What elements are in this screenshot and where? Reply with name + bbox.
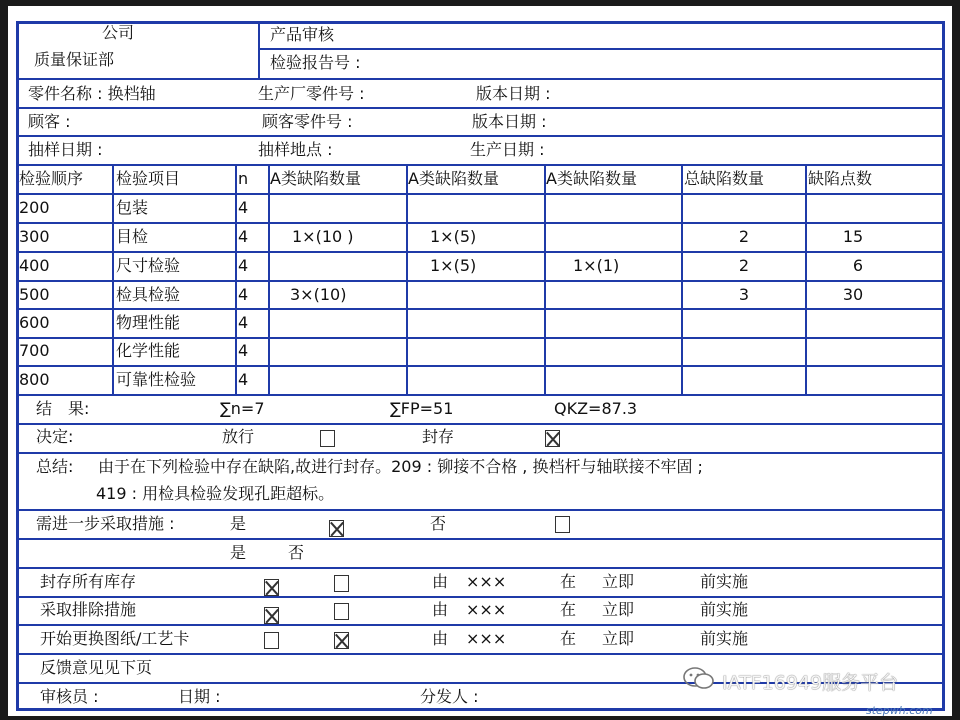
grid-line: [258, 48, 944, 50]
table-cell: 700: [19, 341, 50, 360]
no-column-header: 否: [288, 543, 305, 562]
grid-line: [805, 164, 807, 395]
action-at: 在: [560, 629, 577, 648]
action-no-checkbox[interactable]: [334, 632, 349, 649]
grid-line: [18, 653, 944, 655]
table-cell: 包装: [116, 198, 149, 217]
action-before: 前实施: [700, 600, 749, 619]
customer-label: 顾客 :: [28, 112, 71, 131]
table-cell: 4: [238, 227, 249, 246]
summary-text-line-1: 由于在下列检验中存在缺陷,故进行封存。209 : 铆接不合格 , 换档杆与轴联接不牢固 ;: [98, 457, 703, 476]
qkz-value: QKZ=87.3: [554, 399, 638, 418]
table-cell: 4: [238, 285, 249, 304]
action-no-checkbox[interactable]: [334, 603, 349, 620]
company-label: 公司: [102, 23, 135, 42]
table-cell: 检具检验: [116, 285, 181, 304]
watermark-text: IATF16949服务平台: [722, 672, 899, 694]
date-label: 日期 :: [178, 687, 221, 706]
table-cell: 1×(1): [573, 256, 620, 275]
action-responsible: ×××: [466, 572, 507, 591]
grid-line: [235, 164, 237, 395]
result-label: 结 果:: [36, 399, 90, 418]
table-cell: 1×(5): [430, 256, 477, 275]
table-cell: 4: [238, 256, 249, 275]
action-yes-checkbox[interactable]: [264, 607, 279, 624]
grid-line: [18, 21, 944, 24]
action-yes-checkbox[interactable]: [264, 632, 279, 649]
version-date-label: 版本日期 :: [472, 112, 547, 131]
further-yes-checkbox[interactable]: [329, 520, 344, 537]
decision-label: 决定:: [36, 427, 74, 446]
grid-line: [18, 624, 944, 626]
table-cell: 可靠性检验: [116, 370, 197, 389]
grid-line: [681, 164, 683, 395]
table-cell: 6: [852, 256, 864, 275]
sampling-place-label: 抽样地点 :: [258, 140, 333, 159]
reviewer-label: 审核员 :: [40, 687, 99, 706]
yes-column-header: 是: [230, 543, 247, 562]
table-cell: 4: [238, 341, 249, 360]
production-date-label: 生产日期 :: [470, 140, 545, 159]
table-cell: 目检: [116, 227, 149, 246]
table-cell: 1×(5): [430, 227, 477, 246]
grid-line: [18, 107, 944, 109]
table-cell: 500: [19, 285, 50, 304]
site-watermark: stepwh.com: [866, 704, 933, 717]
yes-label: 是: [230, 514, 247, 533]
column-header: n: [238, 169, 249, 188]
action-responsible: ×××: [466, 600, 507, 619]
report-number-label: 检验报告号 :: [270, 53, 361, 72]
table-cell: 1×(10 ): [292, 227, 354, 246]
action-label: 开始更换图纸/工艺卡: [40, 629, 190, 648]
audit-title: 产品审核: [270, 25, 335, 44]
action-when: 立即: [602, 600, 635, 619]
table-cell: 4: [238, 313, 249, 332]
column-header: A类缺陷数量: [546, 169, 637, 188]
action-by: 由: [432, 629, 449, 648]
grid-line: [18, 596, 944, 598]
action-label: 封存所有库存: [40, 572, 137, 591]
action-by: 由: [432, 600, 449, 619]
maker-part-number-label: 生产厂零件号 :: [258, 84, 365, 103]
grid-line: [942, 21, 945, 711]
action-when: 立即: [602, 572, 635, 591]
distributor-label: 分发人 :: [420, 687, 479, 706]
inspection-report-form: [8, 6, 952, 716]
sampling-date-label: 抽样日期 :: [28, 140, 103, 159]
table-cell: 4: [238, 370, 249, 389]
grid-line: [16, 21, 19, 711]
department-label: 质量保证部: [34, 50, 115, 69]
grid-line: [18, 452, 944, 454]
table-cell: 15: [842, 227, 864, 246]
wechat-icon: [682, 666, 716, 690]
grid-line: [18, 567, 944, 569]
action-no-checkbox[interactable]: [334, 575, 349, 592]
grid-line: [258, 21, 260, 79]
table-cell: 4: [238, 198, 249, 217]
action-before: 前实施: [700, 629, 749, 648]
sum-n-value: ∑n=7: [220, 399, 265, 418]
part-name-label: 零件名称 : 换档轴: [28, 84, 156, 103]
table-cell: 化学性能: [116, 341, 181, 360]
grid-line: [18, 538, 944, 540]
further-measures-label: 需进一步采取措施 :: [36, 514, 175, 533]
table-cell: 2: [738, 256, 750, 275]
grid-line: [544, 164, 546, 395]
grid-line: [18, 423, 944, 425]
table-cell: 600: [19, 313, 50, 332]
column-header: A类缺陷数量: [270, 169, 361, 188]
table-cell: 400: [19, 256, 50, 275]
action-label: 采取排除措施: [40, 600, 137, 619]
column-header: 总缺陷数量: [684, 169, 765, 188]
seal-label: 封存: [422, 427, 455, 446]
action-before: 前实施: [700, 572, 749, 591]
table-cell: 3×(10): [290, 285, 347, 304]
table-cell: 800: [19, 370, 50, 389]
action-responsible: ×××: [466, 629, 507, 648]
action-yes-checkbox[interactable]: [264, 579, 279, 596]
summary-text-line-2: 419 : 用检具检验发现孔距超标。: [96, 484, 335, 503]
table-cell: 尺寸检验: [116, 256, 181, 275]
customer-part-number-label: 顾客零件号 :: [262, 112, 353, 131]
grid-line: [112, 164, 114, 395]
column-header: A类缺陷数量: [408, 169, 499, 188]
grid-line: [18, 135, 944, 137]
further-no-checkbox[interactable]: [555, 516, 570, 533]
sum-fp-value: ∑FP=51: [390, 399, 454, 418]
column-header: 检验顺序: [19, 169, 84, 188]
action-by: 由: [432, 572, 449, 591]
column-header: 缺陷点数: [808, 169, 873, 188]
seal-checkbox[interactable]: [545, 430, 560, 447]
no-label: 否: [430, 514, 447, 533]
column-header: 检验项目: [116, 169, 181, 188]
release-label: 放行: [222, 427, 255, 446]
table-cell: 200: [19, 198, 50, 217]
table-cell: 2: [738, 227, 750, 246]
summary-label: 总结:: [36, 457, 74, 476]
action-when: 立即: [602, 629, 635, 648]
table-cell: 300: [19, 227, 50, 246]
grid-line: [18, 708, 944, 711]
grid-line: [268, 164, 270, 395]
table-cell: 物理性能: [116, 313, 181, 332]
grid-line: [406, 164, 408, 395]
grid-line: [18, 78, 944, 80]
feedback-note: 反馈意见见下页: [40, 658, 153, 677]
table-cell: 30: [842, 285, 864, 304]
grid-line: [18, 509, 944, 511]
action-at: 在: [560, 600, 577, 619]
table-cell: 3: [738, 285, 750, 304]
action-at: 在: [560, 572, 577, 591]
version-date-label: 版本日期 :: [476, 84, 551, 103]
release-checkbox[interactable]: [320, 430, 335, 447]
